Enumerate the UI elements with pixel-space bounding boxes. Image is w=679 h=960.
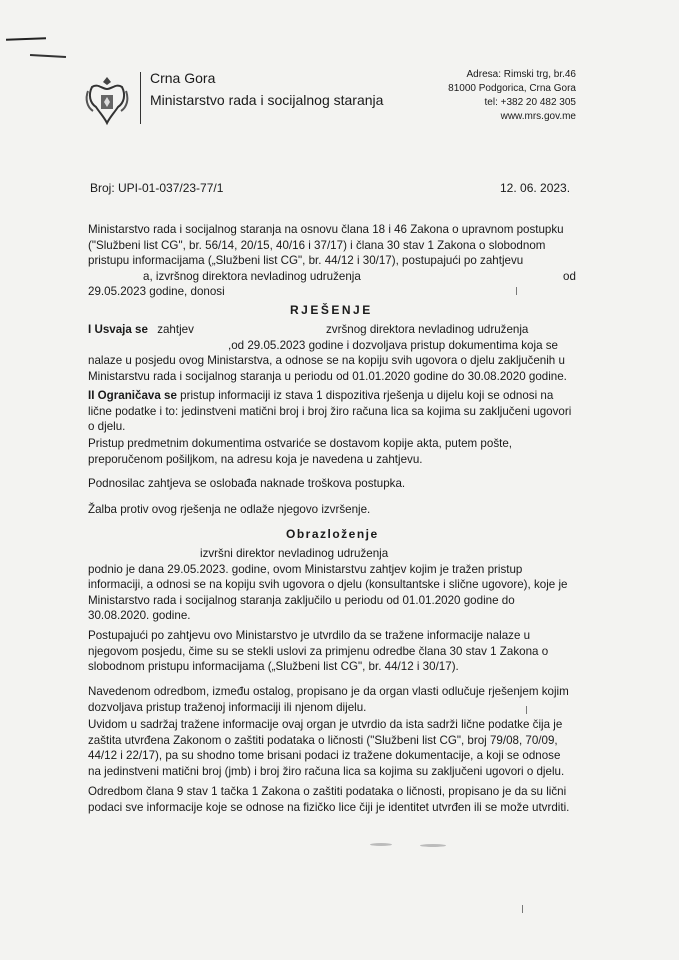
ministry-name: Ministarstvo rada i socijalnog staranja bbox=[150, 92, 384, 108]
fee-paragraph: Podnosilac zahtjeva se oslobađa naknade troškova postupka. bbox=[88, 477, 406, 490]
reasoning-paragraph-2: Postupajući po zahtjevu ovo Ministarstvo je utvrdilo da se tražene informacije nalaze u njegovom posjedu, čime su se stekli uslovi za primjenu odredbe člana 30 stav 1 Zakona o slobodnom pristupu informacijama („Službeni list CG", br. 44/12 i 30/17). bbox=[88, 629, 549, 674]
intro-paragraph: Ministarstvo rada i socijalnog staranja na osnovu člana 18 i 46 Zakona o upravnom postupku ("Službeni list CG", br. 56/14, 20/15, 40/16 i 37/17) i člana 30 stav 1 Zakona o slobodnom pristupu informacijama („Službeni list CG", br. 44/12 i 30/17), postupajući po zahtjevu a, izvršnog direktora nevladinog udruženja od 29.05.2023 godine, donosi bbox=[88, 223, 576, 299]
header-divider bbox=[140, 72, 141, 124]
website: www.mrs.gov.me bbox=[500, 111, 576, 122]
phone: tel: +382 20 482 305 bbox=[484, 97, 576, 108]
org-name: Crna Gora bbox=[150, 70, 216, 86]
scan-artifact bbox=[30, 54, 66, 58]
decision-title: RJEŠENJE bbox=[290, 303, 373, 317]
scan-speck bbox=[526, 706, 527, 714]
contact-block bbox=[448, 68, 576, 124]
reasoning-paragraph-1: izvršni direktor nevladinog udruženja podnio je dana 29.05.2023. godine, ovom Ministarstvu zahtjev kojim je tražen pristup informaciji, a odnosi se na kopiju svih ugovora o djelu (konsultantske i slične ugovore), koje je Ministarstvo rada i socijalnog staranja zaključilo u periodu od 01.01.2020 godine do 30.08.2020. godine. bbox=[88, 547, 568, 623]
decision-item-1: I Usvaja se zahtjev zvršnog direktora nevladinog udruženja ,od 29.05.2023 godine i dozvoljava pristup dokumentima koja se nalaze u posjedu ovog Ministarstva, a odnose se na kopiju svih ugovora o djelu zaključenih u Ministarstvu rada i socijalnog staranja u periodu od 01.01.2020 godine do 30.08.2020 godine. bbox=[88, 323, 567, 383]
scan-smudge bbox=[420, 844, 446, 847]
decision-item-2: II Ograničava se pristup informaciji iz stava 1 dispozitiva rješenja u dijelu koji se odnosi na lične podatke i to: jedinstveni matični broj i broj žiro računa lica sa kojima su zaključeni ugovori o djelu. bbox=[88, 389, 572, 434]
document-date: 12. 06. 2023. bbox=[500, 181, 571, 195]
item-label: II Ograničava se bbox=[88, 389, 177, 402]
access-paragraph: Pristup predmetnim dokumentima ostvariće se dostavom kopije akta, putem pošte, preporučenom pošiljkom, na adresu koja je navedena u zahtjevu. bbox=[88, 437, 513, 466]
scan-smudge bbox=[370, 843, 392, 846]
reasoning-paragraph-5: Odredbom člana 9 stav 1 tačka 1 Zakona o zaštiti podataka o ličnosti, propisano je da su lični podaci sve informacije koje se odnose na fizičko lice čiji je identitet utvrđen ili se može utvrditi. bbox=[88, 785, 570, 814]
reasoning-paragraph-4: Uvidom u sadržaj tražene informacije ovaj organ je utvrdio da ista sadrži lične podatke čija je zaštita utvrđena Zakonom o zaštiti podataka o ličnosti ("Službeni list CG", broj 79/08, 70/09, 44/12 i 22/17), pa su shodno tome brisani podaci iz tražene dokumentacije, a koji se odnose na jedinstveni matični broj (jmb) i broj žiro računa lica sa kojima su zaključeni ugovori o djelu. bbox=[88, 718, 565, 778]
scan-speck bbox=[522, 905, 523, 913]
reasoning-title: Obrazloženje bbox=[286, 527, 379, 541]
coat-of-arms-icon bbox=[84, 73, 130, 127]
scan-speck bbox=[516, 287, 517, 295]
scan-artifact bbox=[6, 37, 46, 40]
item-label: I Usvaja se bbox=[88, 323, 148, 336]
address-city: 81000 Podgorica, Crna Gora bbox=[448, 83, 576, 94]
reasoning-paragraph-3: Navedenom odredbom, između ostalog, propisano je da organ vlasti odlučuje rješenjem kojim dozvoljava pristup traženoj informaciji ili njenom dijelu. bbox=[88, 685, 569, 714]
address-line: Adresa: Rimski trg, br.46 bbox=[466, 69, 576, 80]
appeal-paragraph: Žalba protiv ovog rješenja ne odlaže njegovo izvršenje. bbox=[88, 503, 371, 516]
reference-number: Broj: UPI-01-037/23-77/1 bbox=[90, 181, 224, 195]
